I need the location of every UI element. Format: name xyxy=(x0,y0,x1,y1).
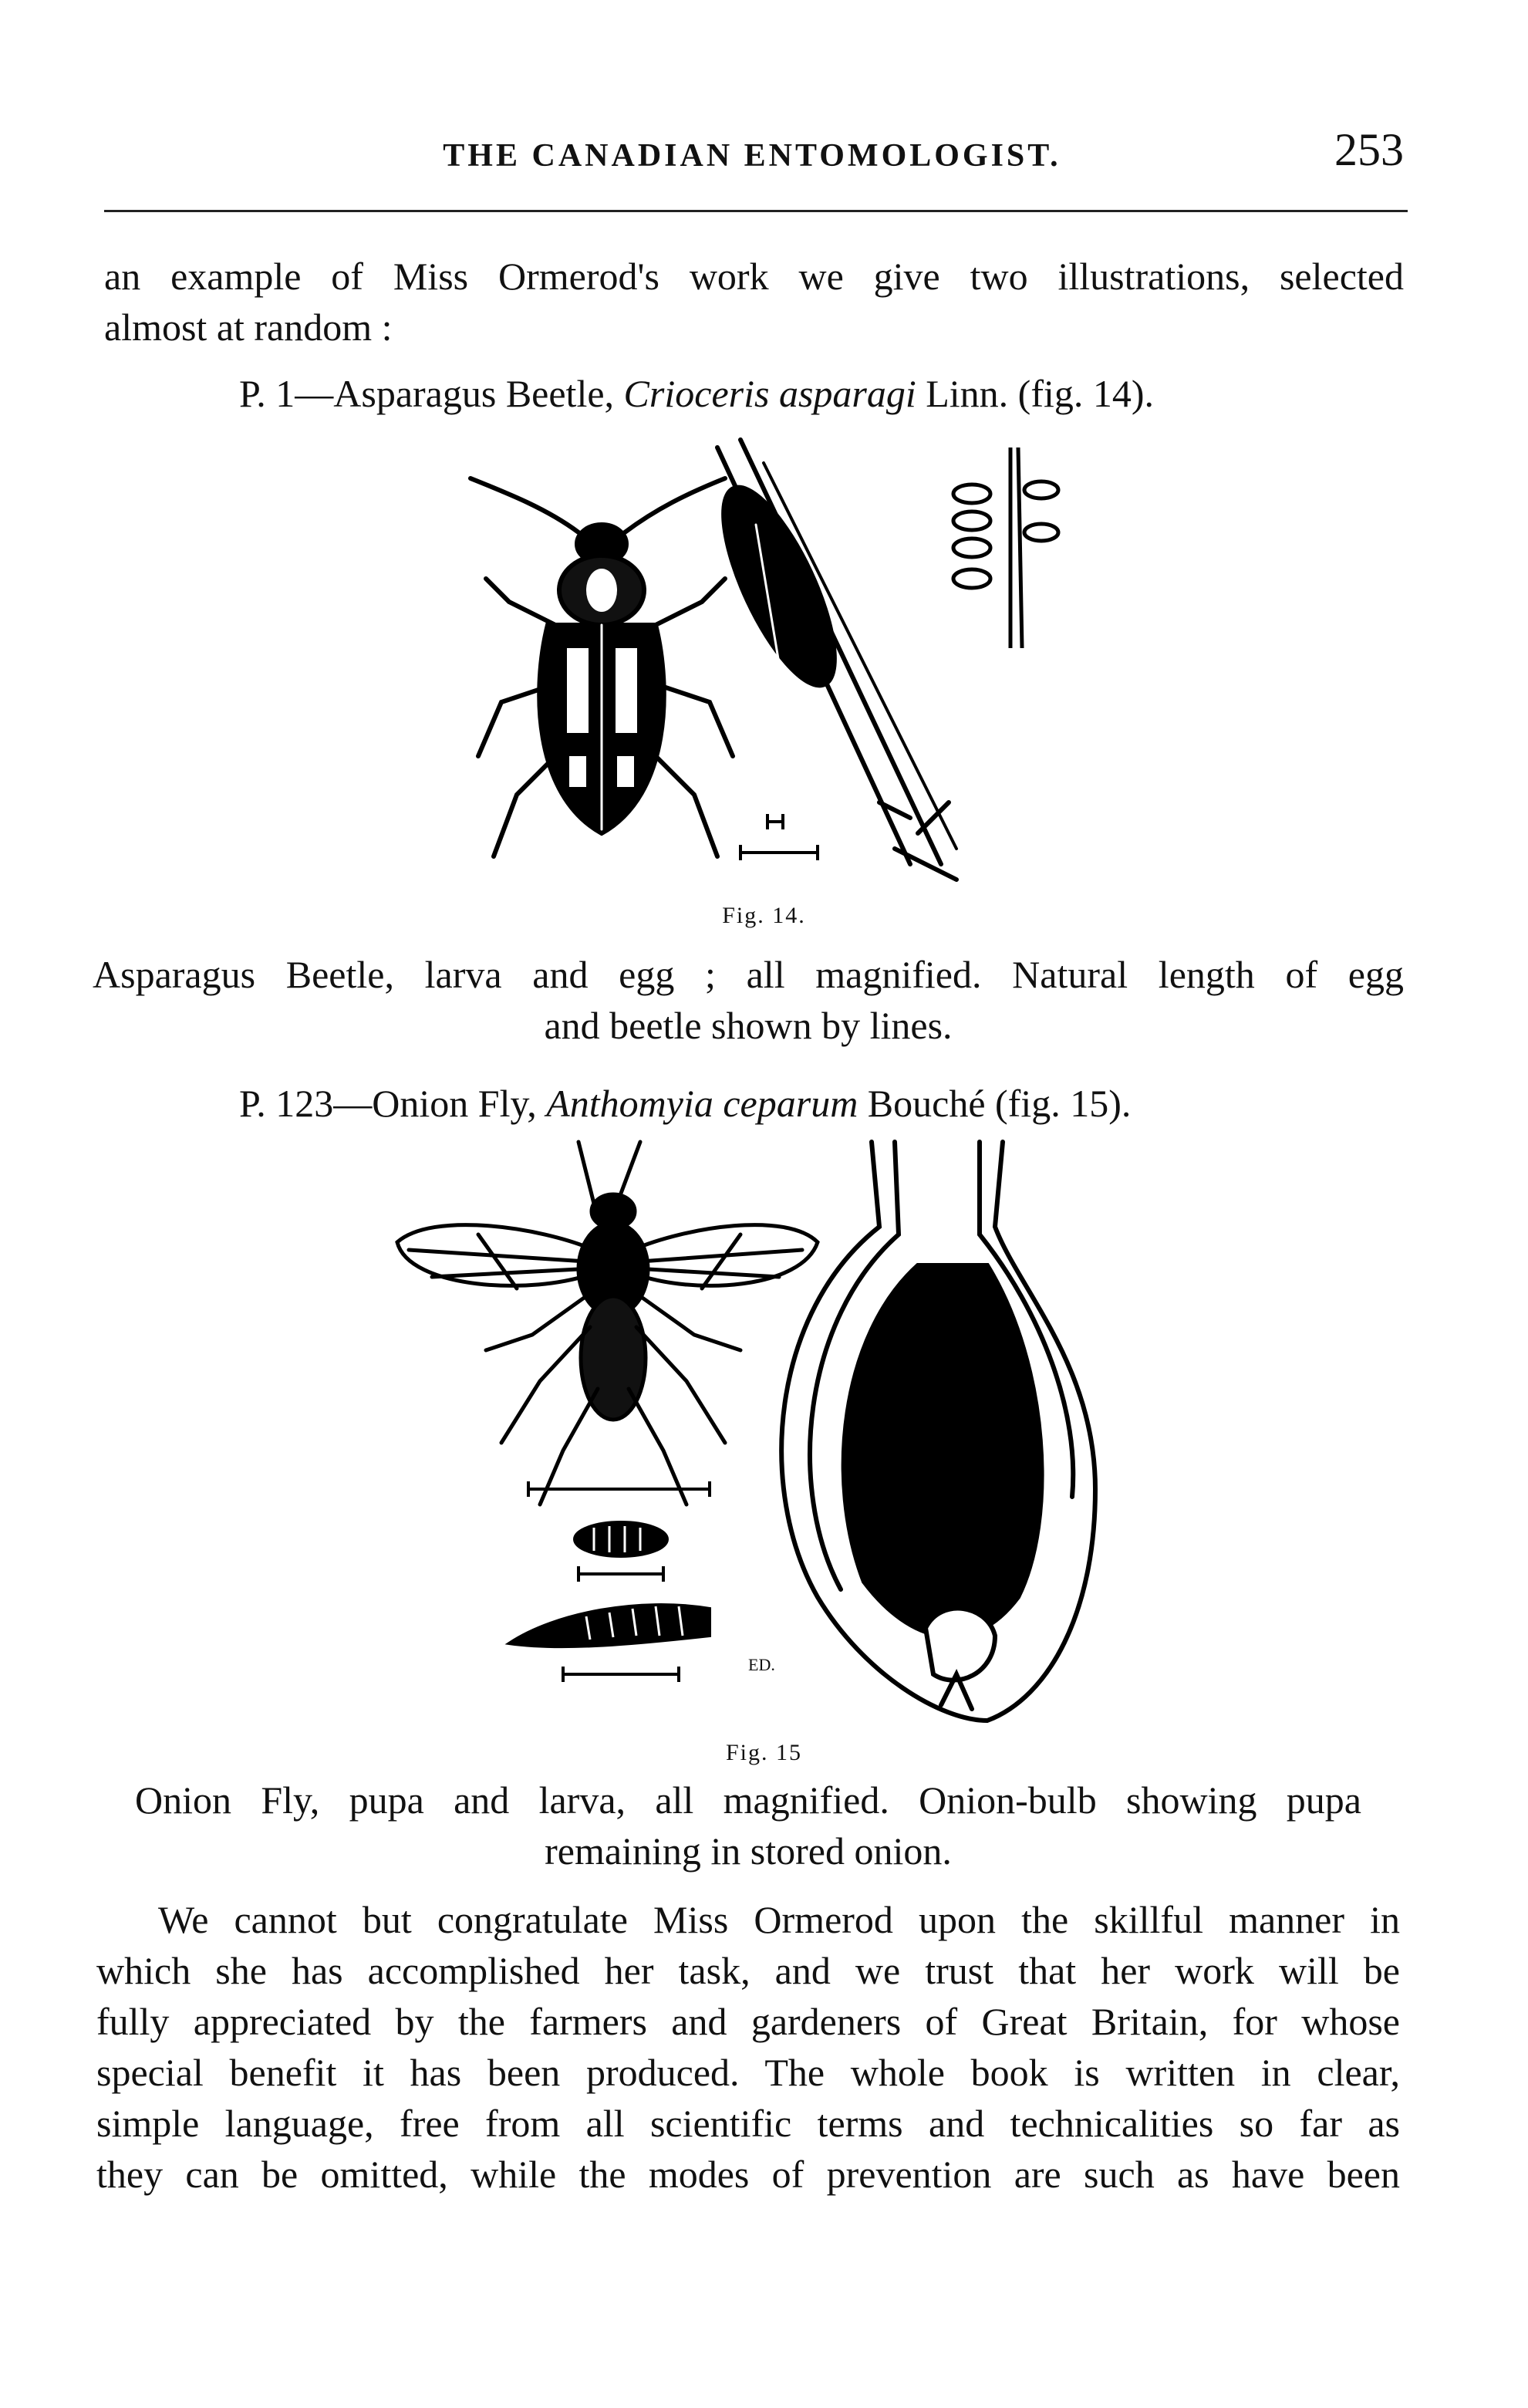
body-line-6: they can be omitted, while the modes of prevention are such as have been xyxy=(96,2153,1400,2196)
fig15-caption-line-1: Onion Fly, pupa and larva, all magnified. Onion-bulb showing pupa xyxy=(135,1778,1361,1822)
body-line-4: special benefit it has been produced. The whole book is written in clear, xyxy=(96,2051,1400,2094)
fig14-heading-suffix: Linn. (fig. 14). xyxy=(926,372,1155,415)
fig15-caption-line-2: remaining in stored onion. xyxy=(545,1829,952,1873)
larva-on-stem-drawing xyxy=(702,440,956,880)
eggs-on-sprig-drawing xyxy=(953,447,1058,648)
body-line-3: fully appreciated by the farmers and gardeners of Great Britain, for whose xyxy=(96,2000,1400,2043)
larva-drawing xyxy=(509,1605,710,1646)
fig14-caption xyxy=(93,949,1404,1051)
body-line-1: We cannot but congratulate Miss Ormerod upon the skillful manner in xyxy=(158,1898,1400,1941)
fig14-caption-line-1: Asparagus Beetle, larva and egg ; all magnified. Natural length of egg xyxy=(93,953,1404,996)
fig15-heading-suffix: Bouché (fig. 15). xyxy=(867,1082,1132,1125)
fig14-heading-prefix: P. 1—Asparagus Beetle, xyxy=(239,372,615,415)
body-paragraph xyxy=(96,1894,1400,2200)
onion-fly-drawing xyxy=(397,1142,818,1505)
fig15-caption xyxy=(135,1775,1361,1876)
page-number: 253 xyxy=(1334,124,1404,175)
fig14-illustration xyxy=(417,432,1111,910)
intro-paragraph xyxy=(104,251,1404,353)
running-title: THE CANADIAN ENTOMOLOGIST. xyxy=(443,138,1061,174)
intro-line-2: almost at random : xyxy=(104,306,393,349)
running-header xyxy=(100,123,1404,185)
engraver-mark: ED. xyxy=(748,1655,775,1674)
pupa-drawing xyxy=(575,1522,667,1556)
asparagus-beetle-drawing xyxy=(471,478,733,856)
body-line-2: which she has accomplished her task, and we trust that her work will be xyxy=(96,1949,1400,1992)
header-rule xyxy=(104,210,1408,212)
fig15-heading-prefix: P. 123—Onion Fly, xyxy=(239,1082,537,1125)
fig15-species-name: Anthomyia ceparum xyxy=(546,1082,858,1125)
fig14-species-name: Crioceris asparagi xyxy=(623,372,916,415)
fig14-heading xyxy=(239,370,1154,417)
intro-line-1: an example of Miss Ormerod's work we give two illustrations, selected xyxy=(104,255,1404,298)
body-line-5: simple language, free from all scientific terms and technicalities so far as xyxy=(96,2102,1400,2145)
fig15-heading xyxy=(239,1080,1131,1126)
fig15-label: Fig. 15 xyxy=(725,1740,803,1765)
fig14-label: Fig. 14. xyxy=(722,903,806,928)
scale-lines-fig14 xyxy=(740,814,818,860)
fig14-caption-line-2: and beetle shown by lines. xyxy=(544,1004,953,1047)
fig15-illustration xyxy=(386,1134,1126,1736)
onion-bulb-section-drawing xyxy=(781,1142,1095,1721)
scale-lines-fig15 xyxy=(528,1481,710,1682)
